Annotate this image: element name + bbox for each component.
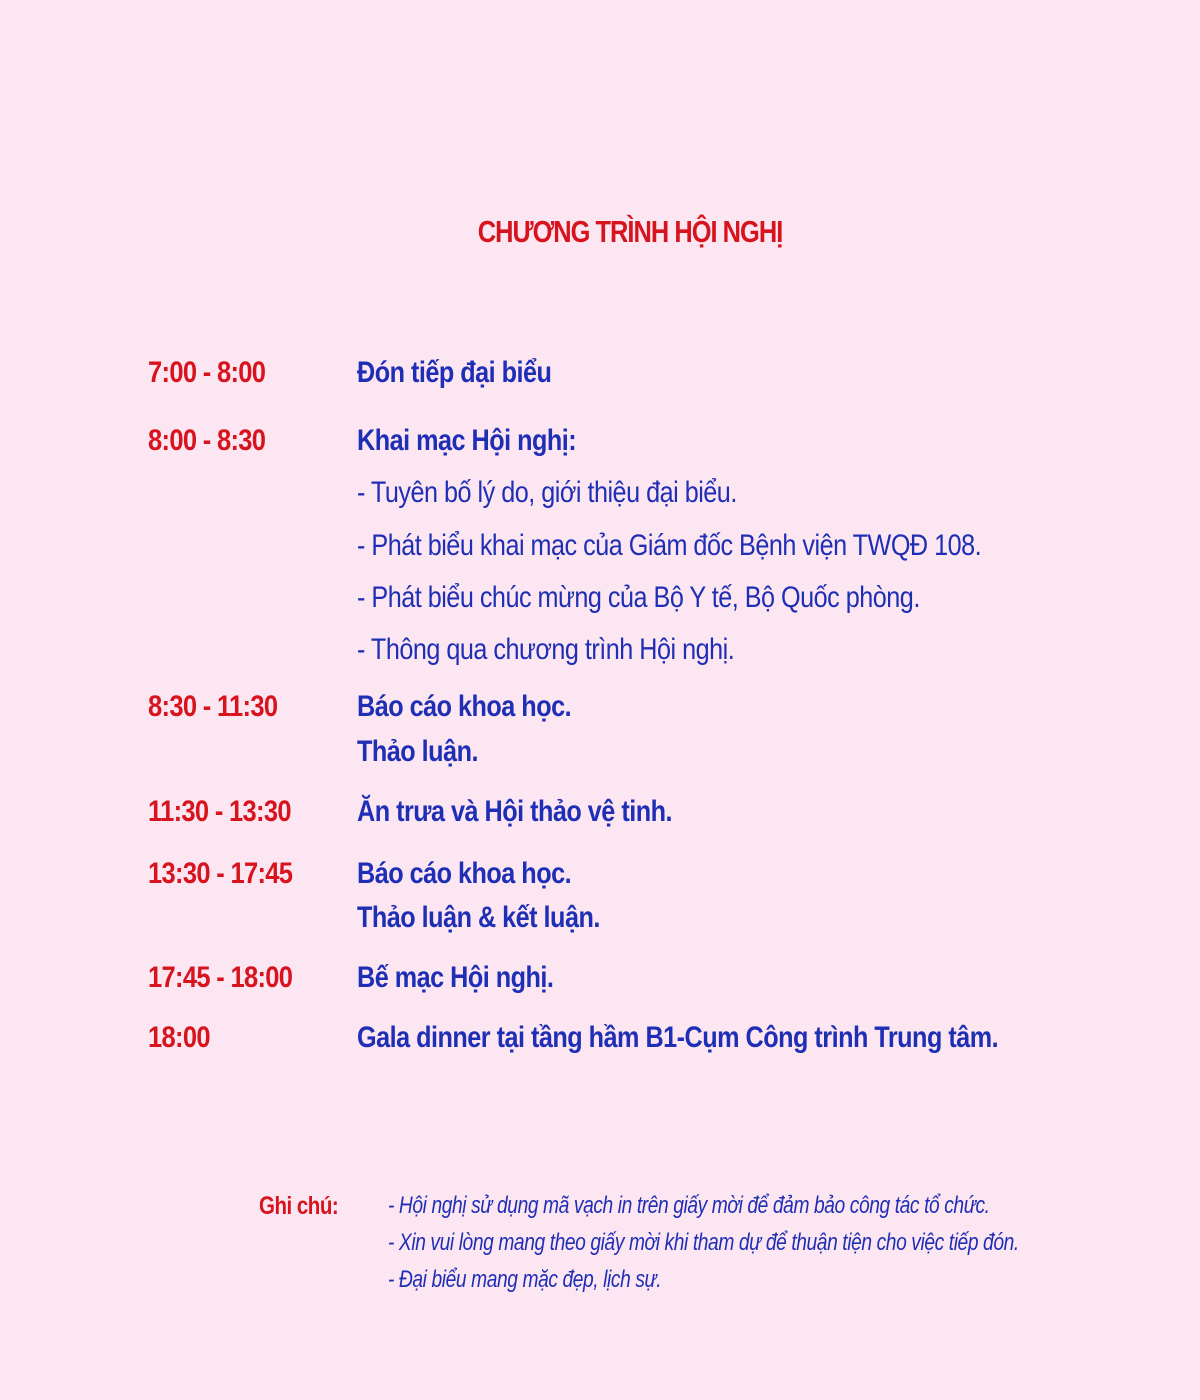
schedule-content: [357, 797, 732, 827]
schedule-line: Gala dinner tại tầng hầm B1-Cụm Công trình Trung tâm.: [357, 1021, 999, 1054]
schedule-content: [357, 963, 591, 993]
schedule-line: Thảo luận.: [357, 735, 478, 768]
schedule-line: Báo cáo khoa học.: [357, 857, 572, 890]
schedule-time: 13:30 - 17:45: [148, 857, 293, 890]
schedule-line: Khai mạc Hội nghị:: [357, 424, 577, 457]
schedule-content: [357, 1023, 1120, 1053]
page-title: CHƯƠNG TRÌNH HỘI NGHỊ: [477, 214, 783, 249]
schedule-line: Ăn trưa và Hội thảo vệ tinh.: [357, 795, 672, 828]
schedule-line: - Phát biểu chúc mừng của Bộ Y tế, Bộ Quốc phòng.: [357, 581, 920, 614]
schedule-time: 18:00: [148, 1021, 210, 1054]
schedule-line: - Phát biểu khai mạc của Giám đốc Bệnh viện TWQĐ 108.: [357, 529, 982, 562]
schedule-time: 8:00 - 8:30: [148, 424, 266, 457]
schedule-time: 11:30 - 13:30: [148, 795, 291, 828]
schedule-time: 17:45 - 18:00: [148, 961, 293, 994]
schedule-line: Báo cáo khoa học.: [357, 690, 572, 723]
schedule-line: - Thông qua chương trình Hội nghị.: [357, 633, 735, 666]
note-item: - Đại biểu mang mặc đẹp, lịch sự.: [388, 1266, 662, 1293]
note-item: - Xin vui lòng mang theo giấy mời khi tham dự để thuận tiện cho việc tiếp đón.: [388, 1229, 1019, 1256]
notes-label: Ghi chú:: [259, 1192, 339, 1220]
schedule-line: Thảo luận & kết luận.: [357, 901, 600, 934]
schedule-line: Bế mạc Hội nghị.: [357, 961, 554, 994]
schedule-line: - Tuyên bố lý do, giới thiệu đại biểu.: [357, 476, 737, 509]
schedule-line: Đón tiếp đại biểu: [357, 356, 552, 389]
schedule-content: [357, 358, 588, 388]
schedule-time: 7:00 - 8:00: [148, 356, 266, 389]
note-item: - Hội nghị sử dụng mã vạch in trên giấy mời để đảm bảo công tác tổ chức.: [388, 1192, 990, 1219]
schedule-time: 8:30 - 11:30: [148, 690, 278, 723]
